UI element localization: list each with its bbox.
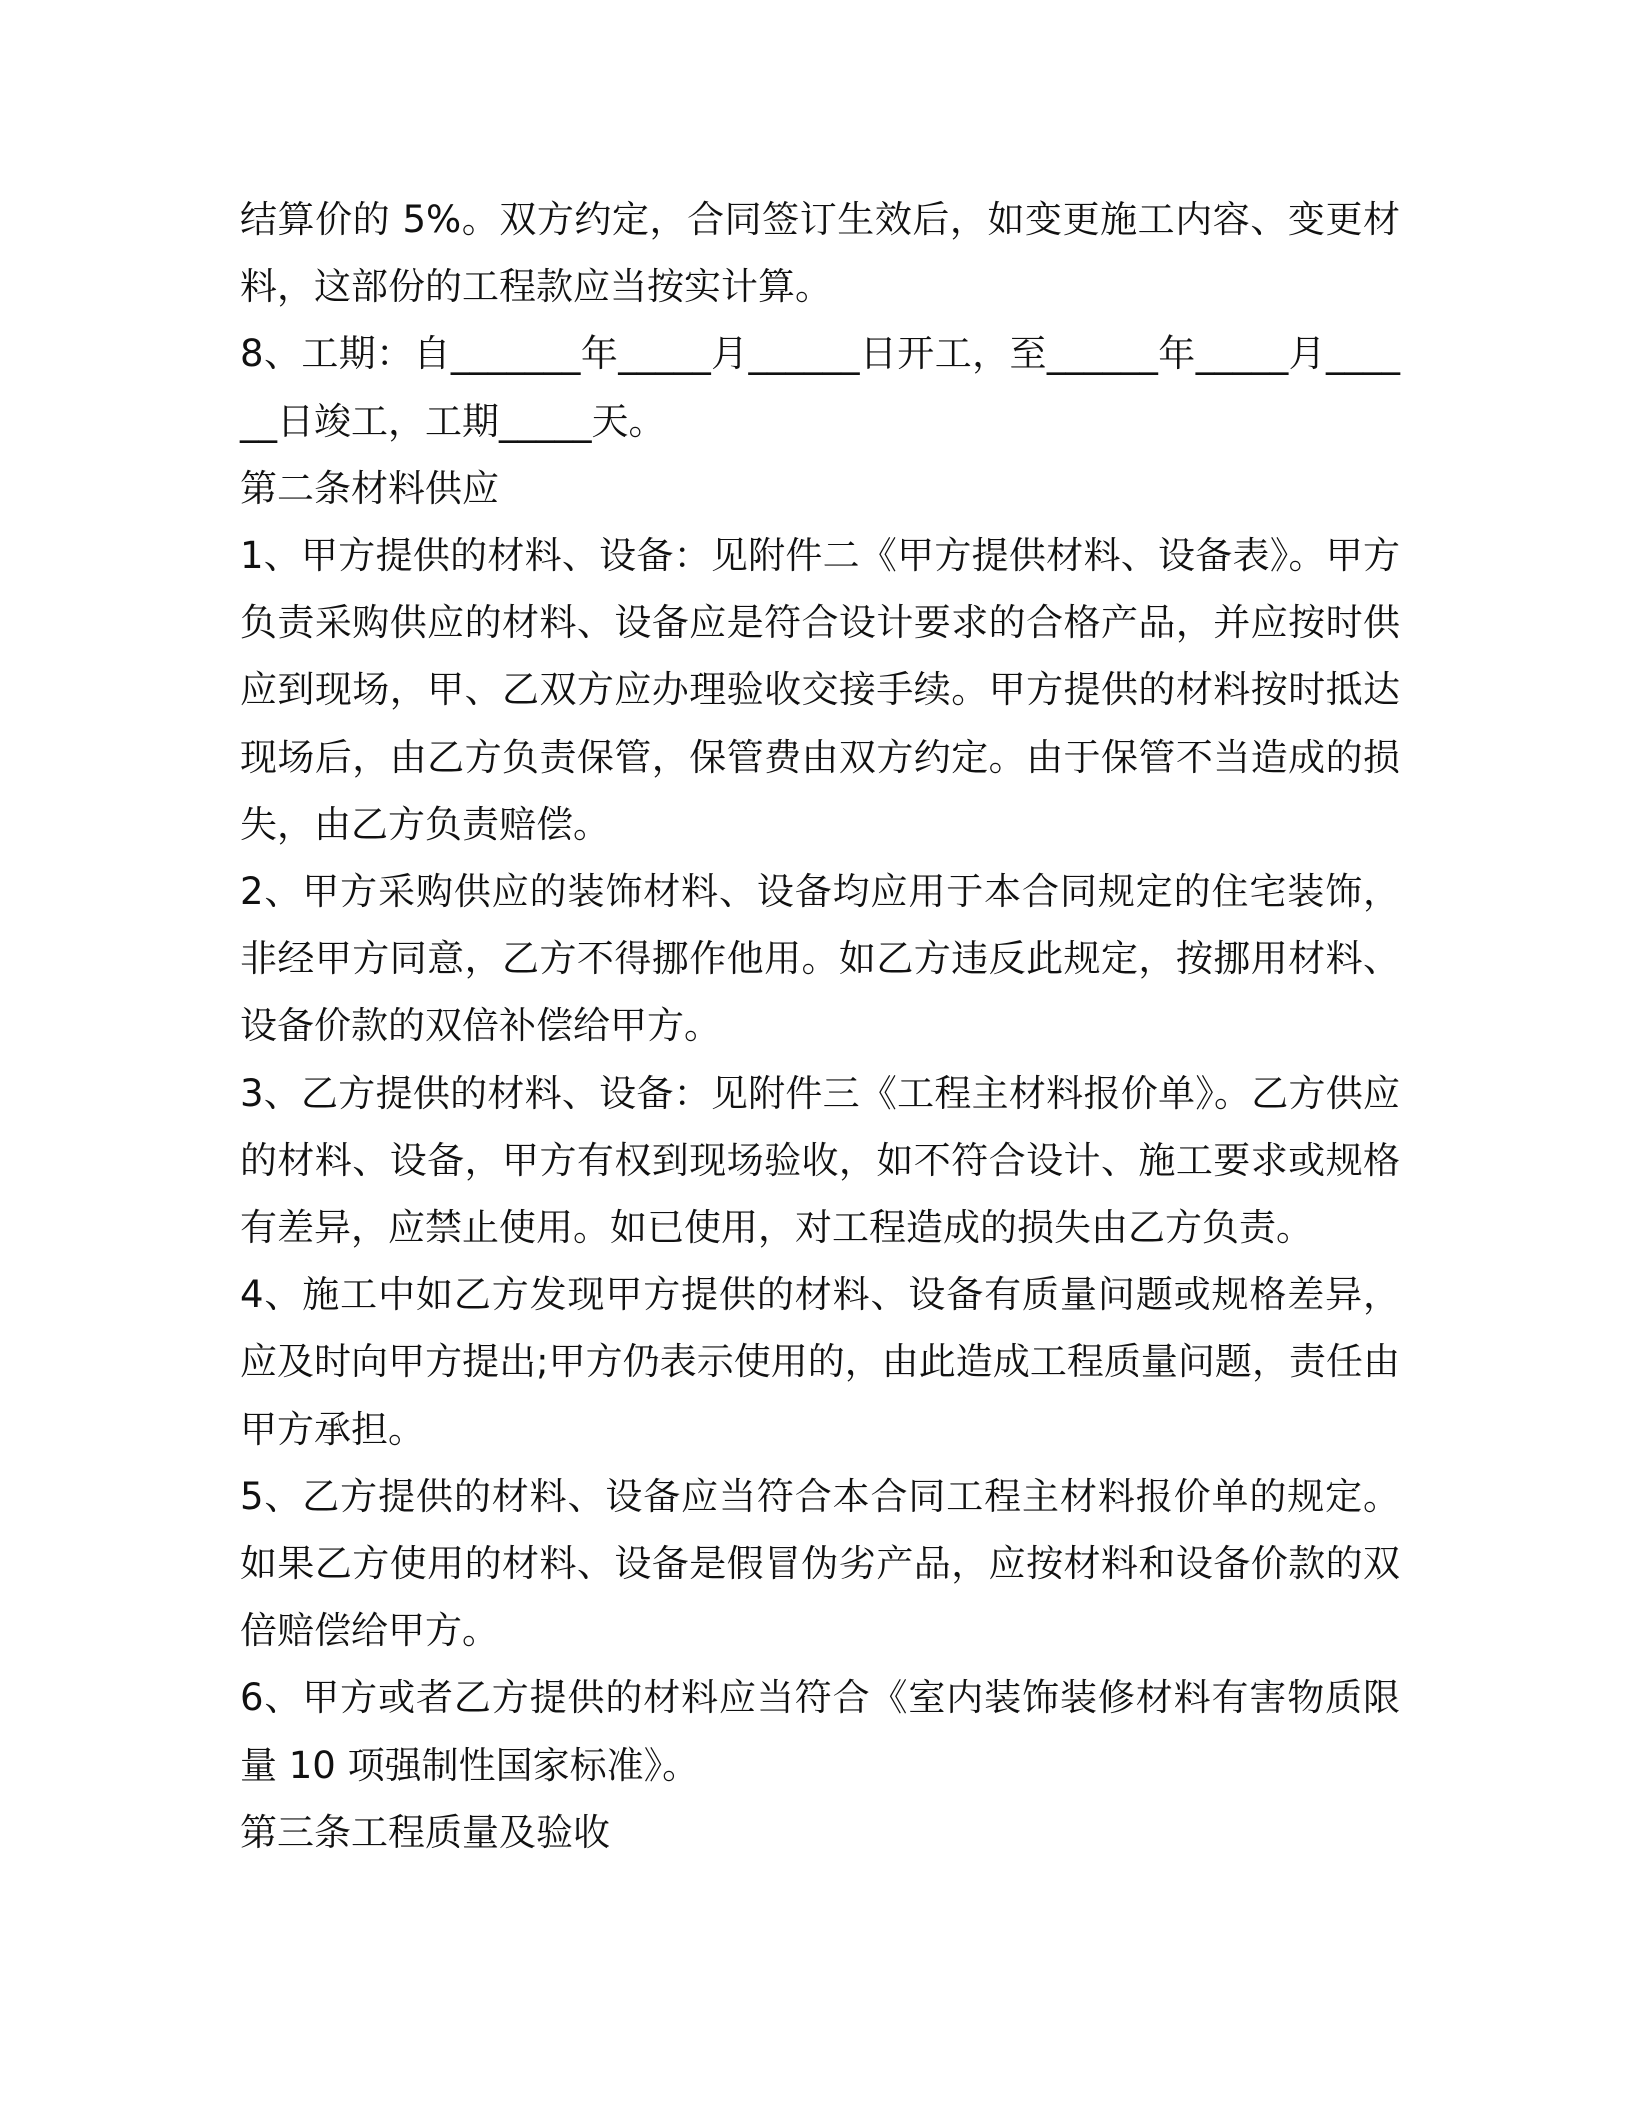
- paragraph-clause-6: 6、甲方或者乙方提供的材料应当符合《室内装饰装修材料有害物质限量 10 项强制性国家标准》。: [240, 1676, 1400, 1787]
- paragraph-construction-period: 8、工期：自_______年_____月______日开工，至______年_____月______日竣工，工期_____天。: [240, 332, 1400, 443]
- paragraph-clause-5: 5、乙方提供的材料、设备应当符合本合同工程主材料报价单的规定。如果乙方使用的材料、设备是假冒伪劣产品，应按材料和设备价款的双倍赔偿给甲方。: [240, 1474, 1400, 1653]
- paragraph-clause-3: 3、乙方提供的材料、设备：见附件三《工程主材料报价单》。乙方供应的材料、设备，甲方有权到现场验收，如不符合设计、施工要求或规格有差异，应禁止使用。如已使用，对工程造成的损失由乙方负责。: [240, 1071, 1400, 1250]
- document-body: [240, 186, 1400, 1866]
- paragraph-clause-4: 4、施工中如乙方发现甲方提供的材料、设备有质量问题或规格差异，应及时向甲方提出;甲方仍表示使用的，由此造成工程质量问题，责任由甲方承担。: [240, 1273, 1400, 1451]
- section-heading-material-supply: 第二条材料供应: [240, 466, 499, 510]
- paragraph-clause-2: 2、甲方采购供应的装饰材料、设备均应用于本合同规定的住宅装饰，非经甲方同意，乙方不得挪作他用。如乙方违反此规定，按挪用材料、设备价款的双倍补偿给甲方。: [240, 870, 1400, 1048]
- paragraph-settlement-price: 结算价的 5%。双方约定，合同签订生效后，如变更施工内容、变更材料，这部份的工程款应当按实计算。: [240, 198, 1400, 309]
- section-heading-quality-acceptance: 第三条工程质量及验收: [240, 1810, 610, 1854]
- paragraph-clause-1: 1、甲方提供的材料、设备：见附件二《甲方提供材料、设备表》。甲方负责采购供应的材料、设备应是符合设计要求的合格产品，并应按时供应到现场，甲、乙双方应办理验收交接手续。甲方提供的材料按时抵达现场后，由乙方负责保管，保管费由双方约定。由于保管不当造成的损失，由乙方负责赔偿。: [240, 534, 1400, 846]
